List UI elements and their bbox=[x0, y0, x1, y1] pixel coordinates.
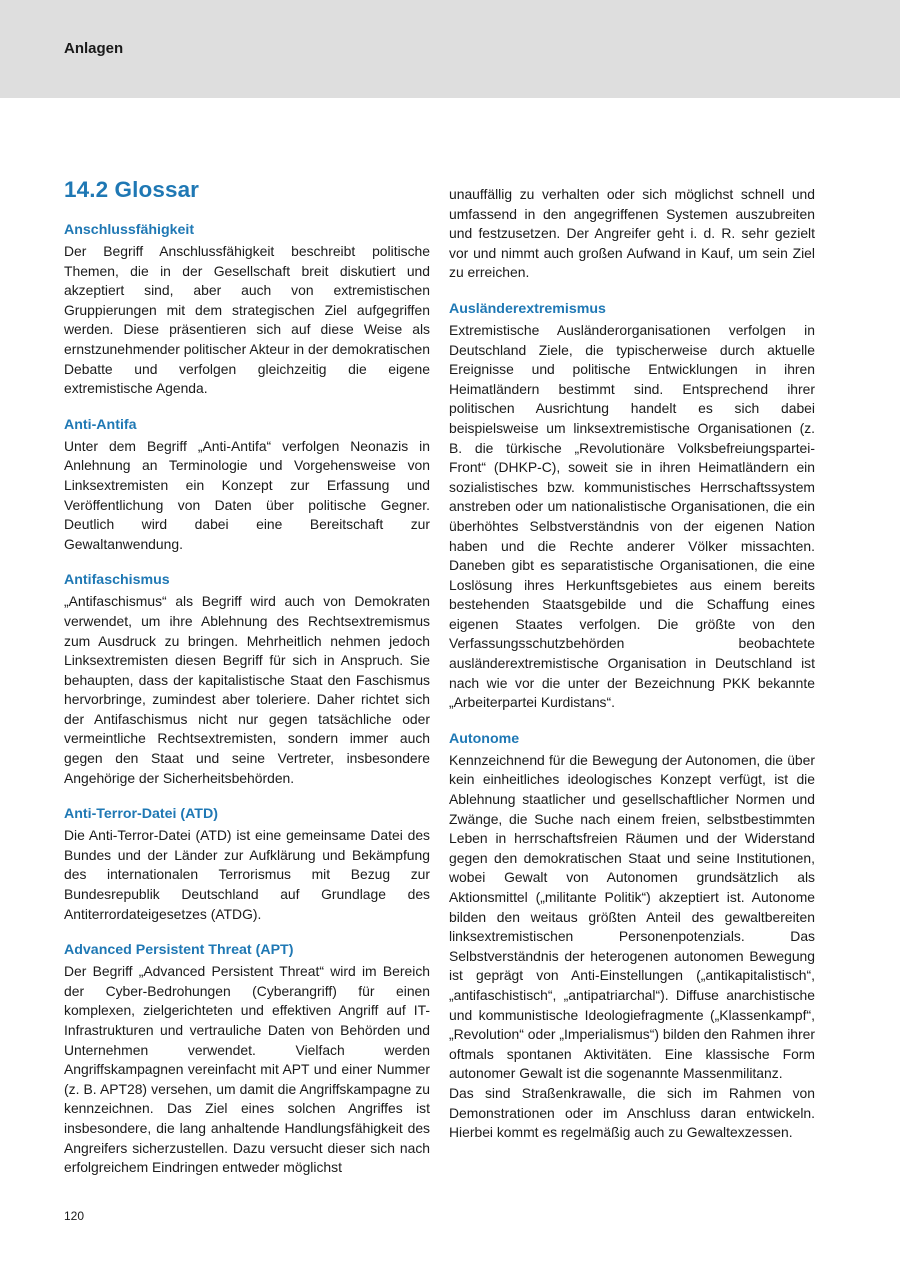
glossary-entry-anti-antifa bbox=[64, 415, 430, 555]
glossary-term: Autonome bbox=[449, 730, 520, 747]
page-number: 120 bbox=[64, 1209, 85, 1223]
glossary-entry-autonome bbox=[449, 729, 815, 1143]
glossary-entry-apt bbox=[64, 940, 430, 1178]
glossary-definition-paragraph-2: Das sind Straßenkrawalle, die sich im Rahmen von Demonstrationen oder im Anschluss daran entwickeln. Hierbei kommt es regelmäßig auch zu Gewaltexzessen. bbox=[449, 1084, 815, 1141]
glossary-definition: Kennzeichnend für die Bewegung der Autonomen, die über kein einheitliches ideologisches Konzept verfügt, ist die Ablehnung staatlicher und gesellschaftlicher Normen und Zwänge, die Suche nach einem freien, selbstbestimmten Leben in herrschaftsfreien Räumen und der Widerstand gegen den demokratischen Staat und seine Institutionen, wobei Gewalt von Autonomen grundsätzlich als Aktionsmittel („militante Politik“) akzeptiert ist. Autonome bilden den weitaus größten Anteil des gewaltbereiten linksextremistischen Personenpotenzials. Das Selbstverständnis der heterogenen autonomen Bewegung ist geprägt von Anti-Einstellungen („antikapitalistisch“, „antifaschistisch“, „antipatriarchal“). Diffuse anarchistische und kommunistische Ideologiefragmente („Klassenkampf“, „Revolution“ oder „Imperialismus“) bilden den Rahmen ihrer oftmals spontanen Aktivitäten. Eine klassische Form autonomer Gewalt ist die sogenannte Massenmilitanz. bbox=[449, 751, 815, 1082]
glossary-term: Ausländerextremismus bbox=[449, 300, 606, 317]
glossary-term: Advanced Persistent Threat (APT) bbox=[64, 942, 294, 959]
glossary-entry-antifaschismus bbox=[64, 570, 430, 788]
glossary-definition: Die Anti-Terror-Datei (ATD) ist eine gemeinsame Datei des Bundes und der Länder zur Aufklärung und Bekämpfung des internationalen Terrorismus mit Bezug zur Bundesrepublik Deutschland auf Grundlage des Antiterrordateigesetzes (ATDG). bbox=[64, 827, 430, 922]
left-column bbox=[64, 220, 430, 1194]
glossary-definition: Extremistische Ausländerorganisationen verfolgen in Deutschland Ziele, die typischerweise durch aktuelle Ereignisse und politische Entwicklungen in ihren Heimatländern bestimmt sind. Entsprechend ihrer politischen Ausrichtung handelt es sich dabei beispielsweise um linksextremistische Organisationen (z. B. die türkische „Revolutionäre Volksbefreiungspartei-Front“ (DHKP-C), soweit sie in ihren Heimatländern ein sozialistisches bzw. kommunistisches Herrschaftssystem anstreben oder um nationalistische Organisationen, die ein überhöhtes Selbstverständnis von der eigenen Nation haben und die Rechte anderer Völker missachten. Daneben gibt es separatistische Organisationen, die eine Loslösung ihres Herkunftsgebietes aus einem bereits bestehenden Staatsgebilde und die Schaffung eines eigenen Staates verfolgen. Die größte von den Verfassungsschutzbehörden beobachtete ausländerextremistische Organisation in Deutschland ist nach wie vor die unter der Bezeichnung PKK bekannte „Arbeiterpartei Kurdistans“. bbox=[449, 321, 815, 711]
glossary-definition: Der Begriff Anschlussfähigkeit beschreibt politische Themen, die in der Gesellschaft breit diskutiert und akzeptiert sind, aber auch von extremistischen Gruppierungen mit dem strategischen Ziel aufgegriffen werden. Diese präsentieren sich auf diese Weise als ernstzunehmender politischer Akteur in der demokratischen Debatte und verfolgen gleichzeitig die eigene extremistische Agenda. bbox=[64, 243, 430, 397]
glossary-term: Anti-Terror-Datei (ATD) bbox=[64, 806, 218, 823]
glossary-term: Antifaschismus bbox=[64, 572, 170, 589]
glossary-continuation bbox=[449, 185, 815, 283]
right-column bbox=[449, 185, 815, 1159]
glossary-term: Anschlussfähigkeit bbox=[64, 222, 195, 238]
header-label: Anlagen bbox=[64, 40, 124, 57]
glossary-definition: Der Begriff „Advanced Persistent Threat“ wird im Bereich der Cyber-Bedrohungen (Cyberangriff) für einen komplexen, zielgerichteten und effektiven Angriff auf IT-Infrastrukturen und vertrauliche Daten von Behörden und Unternehmen verwendet. Vielfach werden Angriffskampagnen vereinfacht mit APT und einer Nummer (z. B. APT28) versehen, um damit die Angriffskampagne zu kennzeichnen. Das Ziel eines solchen Angriffes ist insbesondere, die lang anhaltende Handlungsfähigkeit des Angreifers sicherzustellen. Dazu versucht dieser sich nach erfolgreichem Eindringen entweder möglichst bbox=[64, 963, 430, 1176]
section-title: 14.2 Glossar bbox=[64, 177, 200, 202]
glossary-definition: Unter dem Begriff „Anti-Antifa“ verfolgen Neonazis in Anlehnung an Terminologie und Vorgehensweise von Linksextremisten ein Konzept zur Erfassung und Veröffentlichung von Daten über politische Gegner. Deutlich wird dabei eine Bereitschaft zur Gewaltanwendung. bbox=[64, 437, 430, 552]
glossary-term: Anti-Antifa bbox=[64, 416, 137, 433]
header-bar bbox=[0, 0, 900, 98]
glossary-entry-auslaenderextremismus bbox=[449, 299, 815, 713]
glossary-entry-anti-terror-datei bbox=[64, 804, 430, 924]
glossary-entry-anschlussfaehigkeit bbox=[64, 220, 430, 399]
glossary-definition: „Antifaschismus“ als Begriff wird auch von Demokraten verwendet, um ihre Ablehnung des Rechtsextremismus zum Ausdruck zu bringen. Mehrheitlich nehmen jedoch Linksextremisten diesen Begriff für sich in Anspruch. Sie behaupten, dass der kapitalistische Staat den Faschismus hervorbringe, zumindest aber toleriere. Daher richtet sich der Antifaschismus nicht nur gegen tatsächliche oder vermeintliche Rechtsextremisten, sondern immer auch gegen den Staat und seine Vertreter, insbesondere Angehörige der Sicherheitsbehörden. bbox=[64, 593, 430, 786]
glossary-definition-continued: unauffällig zu verhalten oder sich möglichst schnell und umfassend in den angegriffenen Systemen auszubreiten und festzusetzen. Der Angreifer geht i. d. R. sehr gezielt vor und nimmt auch großen Aufwand in Kauf, um sein Ziel zu erreichen. bbox=[449, 186, 815, 281]
